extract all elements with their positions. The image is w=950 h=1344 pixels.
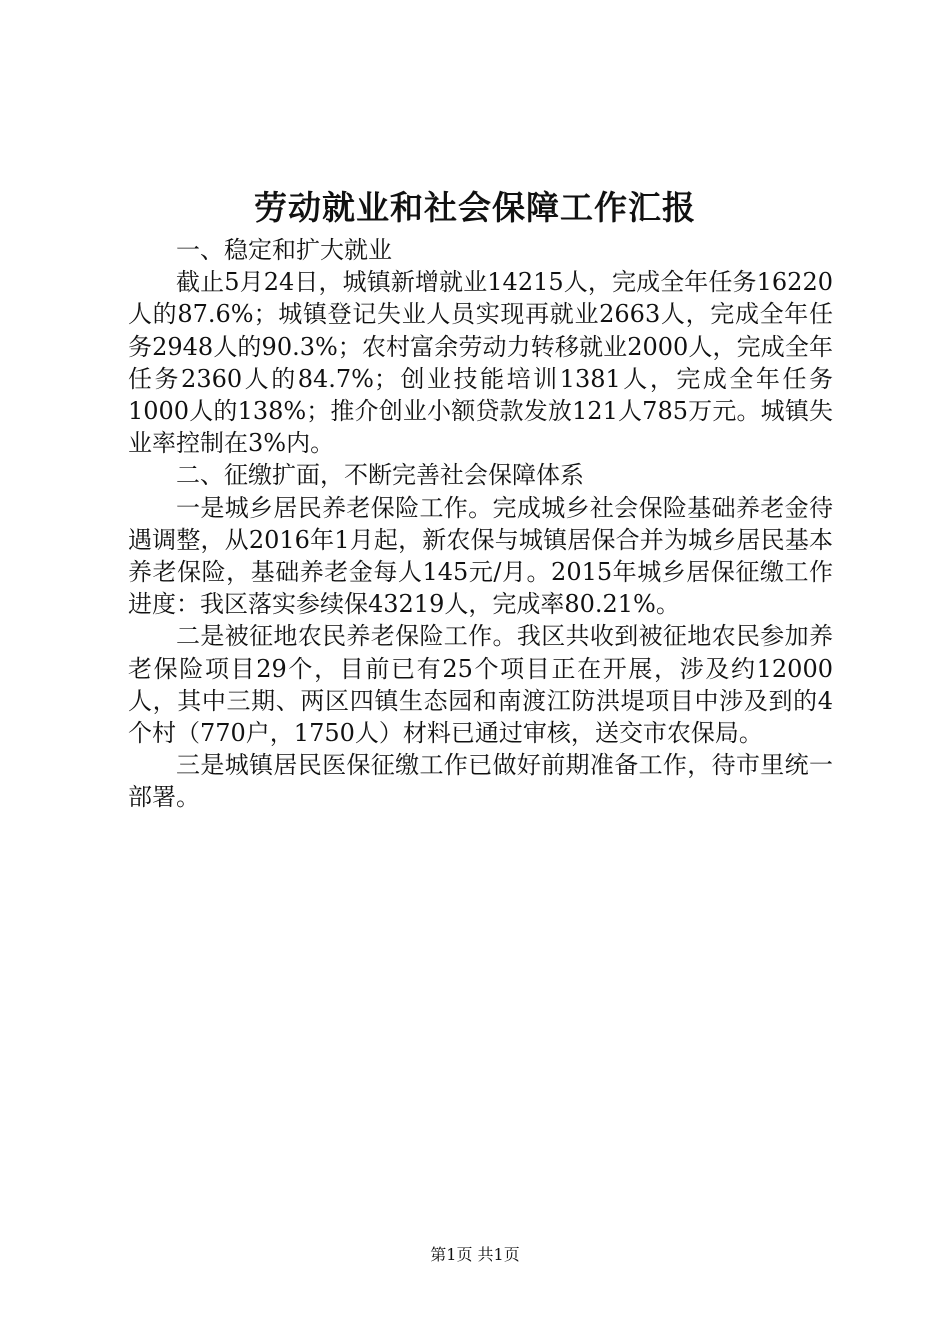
section-heading-employment: 一、稳定和扩大就业 <box>176 236 392 264</box>
paragraph-pension-insurance: 一是城乡居民养老保险工作。完成城乡社会保险基础养老金待遇调整，从2016年1月起，新农保与城镇居保合并为城乡居民基本养老保险，基础养老金每人145元/月。2015年城乡居保征缴工作进度：我区落实参续保43219人，完成率80.21%。 <box>128 493 833 619</box>
section-heading-social-security: 二、征缴扩面，不断完善社会保障体系 <box>176 461 584 490</box>
paragraph-medical-insurance: 三是城镇居民医保征缴工作已做好前期准备工作，待市里统一部署。 <box>128 751 833 812</box>
page-title: 劳动就业和社会保障工作汇报 <box>254 188 696 227</box>
paragraph-land-farmer-pension: 二是被征地农民养老保险工作。我区共收到被征地农民参加养老保险项目29个，目前已有25个项目正在开展，涉及约12000人，其中三期、两区四镇生态园和南渡江防洪堤项目中涉及到的4个村（770户，1750人）材料已通过审核，送交市农保局。 <box>128 622 833 748</box>
page-footer: 第1页 共1页 <box>430 1245 520 1264</box>
paragraph-employment-stats: 截止5月24日，城镇新增就业14215人，完成全年任务16220人的87.6%；城镇登记失业人员实现再就业2663人，完成全年任务2948人的90.3%；农村富余劳动力转移就业2000人，完成全年任务2360人的84.7%；创业技能培训1381人，完成全年任务1000人的138%；推介创业小额贷款发放121人785万元。城镇失业率控制在3%内。 <box>128 268 833 458</box>
document-body <box>128 234 833 814</box>
